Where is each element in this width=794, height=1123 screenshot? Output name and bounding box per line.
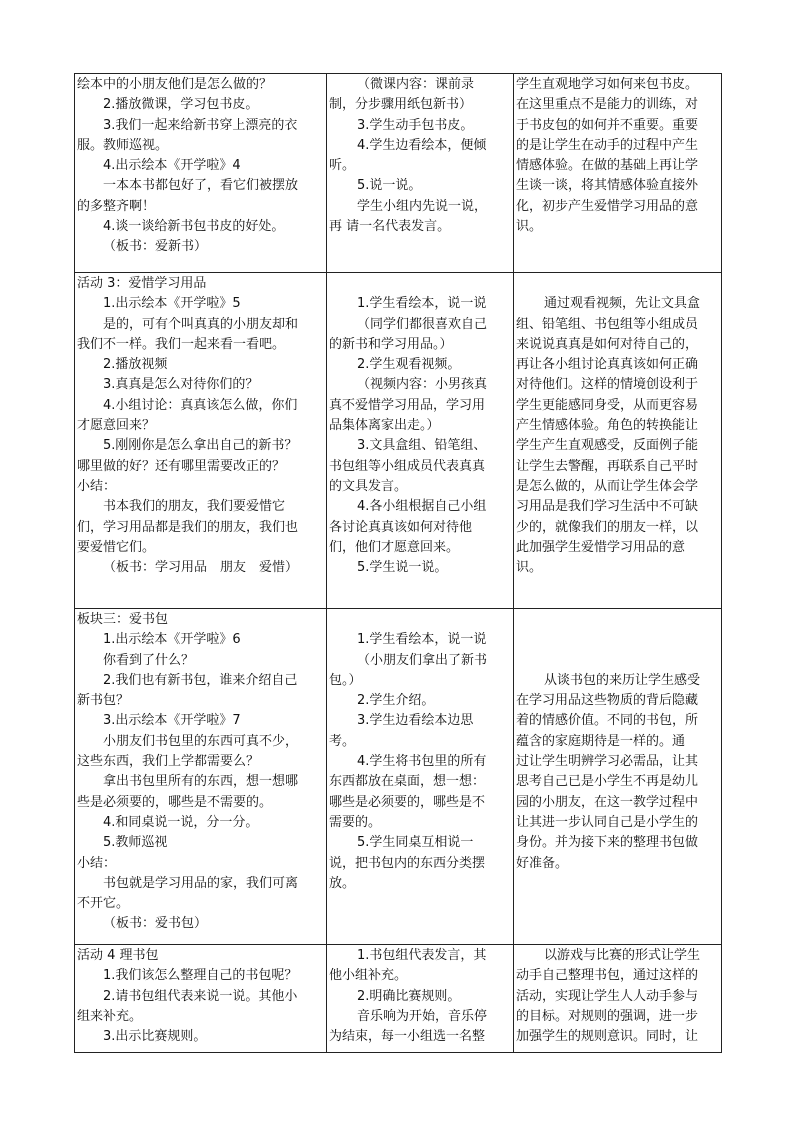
table-row — [75, 74, 722, 273]
text-line: 3.文具盒组、铅笔组、 — [357, 438, 487, 454]
design-intent-cell — [514, 273, 722, 609]
text-line: 园的小朋友，在这一教学过程中 — [516, 794, 699, 810]
text-line: 一本本书都包好了，看它们被摆放 — [103, 178, 299, 194]
text-line: 5.说一说。 — [357, 178, 422, 194]
text-line: 是的，可有个叫真真的小朋友却和 — [103, 316, 299, 332]
text-line: 的目标。对规则的强调，进一步 — [516, 1008, 699, 1024]
text-line: （微课内容：课前录 — [357, 77, 475, 92]
text-line: 书包组等小组成员代表真真 — [329, 458, 486, 474]
text-line: 2.播放微课，学习包书皮。 — [103, 97, 259, 113]
text-line: 活动 3：爱惜学习用品 — [77, 276, 207, 291]
lesson-plan-table — [74, 73, 722, 1053]
teacher-activity-cell — [75, 609, 327, 945]
text-line: 4.出示绘本《开学啦》4 — [103, 158, 241, 174]
text-line: 考。 — [329, 733, 356, 749]
text-line: 少的，就像我们的朋友一样，以 — [516, 519, 699, 535]
text-line: （同学们都很喜欢自己 — [357, 316, 488, 332]
text-line: 3.出示绘本《开学啦》7 — [103, 713, 241, 729]
text-line: 真不爱惜学习用品，学习用 — [329, 397, 486, 413]
text-line: 在这里重点不是能力的训练，对 — [516, 97, 699, 113]
text-line: 们，他们才愿意回来。 — [329, 539, 460, 555]
text-line: 识。 — [516, 560, 543, 576]
text-line: 的文具发言。 — [329, 478, 408, 494]
text-line: 3.学生动手包书皮。 — [357, 117, 474, 133]
text-line: 习用品是我们学习生活中不可缺 — [516, 499, 699, 515]
text-line: 生谈一谈，将其情感体验直接外 — [516, 178, 699, 194]
text-line: 蕴含的家庭期待是一样的。通 — [516, 733, 686, 749]
text-line: 组来补充。 — [77, 1008, 143, 1024]
text-line: 我们不一样。我们一起来看一看吧。 — [77, 336, 286, 352]
text-line: 书包就是学习用品的家，我们可离 — [103, 875, 299, 891]
text-line: 于书皮包的如何并不重要。重要 — [516, 117, 699, 133]
text-line: 听。 — [329, 158, 356, 174]
text-line: 东西都放在桌面，想一想： — [329, 774, 486, 790]
text-line: 对待他们。这样的情境创设利于 — [516, 377, 699, 393]
text-line: 小朋友们书包里的东西可真不少， — [103, 733, 299, 749]
student-activity-cell — [327, 609, 514, 945]
text-line: 身份。并为接下来的整理书包做 — [516, 835, 699, 851]
table-row — [75, 609, 722, 945]
text-line: （视频内容：小男孩真 — [357, 377, 488, 393]
text-line: 5.刚刚你是怎么拿出自己的新书？ — [103, 438, 298, 454]
text-line — [329, 274, 511, 294]
text-line: 化，初步产生爱惜学习用品的意 — [516, 198, 699, 214]
text-line: 5.学生说一说。 — [357, 560, 448, 576]
text-line: 活动，实现让学生人人动手参与 — [516, 988, 699, 1004]
text-line: 加强学生的规则意识。同时，让 — [516, 1029, 699, 1045]
text-line: 3.真真是怎么对待你们的？ — [103, 377, 259, 393]
text-line: 这些东西，我们上学都需要么？ — [77, 754, 260, 770]
text-line: 服。教师巡视。 — [77, 137, 169, 153]
text-line: 些是必须要的，哪些是不需要的。 — [77, 794, 273, 810]
teacher-activity-cell — [75, 273, 327, 609]
text-line: 2.请书包组代表来说一说。其他小 — [103, 988, 298, 1004]
text-line: （板书：学习用品 朋友 爱惜） — [103, 560, 299, 576]
text-line — [329, 610, 511, 630]
text-line: 产生情感体验。角色的转换能让 — [516, 418, 699, 434]
teacher-activity-cell — [75, 74, 327, 273]
text-line: 让学生去警醒，再联系自己平时 — [516, 458, 699, 474]
student-activity-cell — [327, 945, 514, 1053]
student-activity-cell — [327, 273, 514, 609]
text-line: 哪些是必须要的，哪些是不 — [329, 794, 486, 810]
text-line: 4.小组讨论：真真该怎么做，你们 — [103, 397, 298, 413]
design-intent-cell — [514, 609, 722, 945]
design-intent-cell — [514, 945, 722, 1053]
text-line: 过让学生明辨学习必需品，让其 — [516, 754, 699, 770]
text-line: 3.我们一起来给新书穿上漂亮的衣 — [103, 117, 298, 133]
text-line: 1.我们该怎么整理自己的书包呢？ — [103, 968, 298, 984]
text-line: 4.各小组根据自己小组 — [357, 499, 487, 515]
text-line: 4.学生边看绘本，便倾 — [357, 137, 487, 153]
text-line: 1.学生看绘本，说一说 — [357, 632, 487, 648]
text-line: 好准备。 — [516, 855, 569, 871]
text-line: 新书包？ — [77, 693, 130, 709]
text-line — [516, 651, 719, 671]
text-line — [516, 274, 719, 294]
text-line: 板块三：爱书包 — [77, 612, 169, 627]
text-line: 1.学生看绘本，说一说 — [357, 296, 487, 312]
text-line: 情感体验。在做的基础上再让学 — [516, 158, 699, 174]
text-line: 哪里做的好？还有哪里需要改正的？ — [77, 458, 286, 474]
student-activity-cell — [327, 74, 514, 273]
text-line: 2.我们也有新书包，谁来介绍自己 — [103, 672, 298, 688]
text-line: 的新书和学习用品。） — [329, 336, 453, 352]
text-line: 3.出示比赛规则。 — [103, 1029, 207, 1045]
text-line: 思考自己已是小学生不再是幼儿 — [516, 774, 699, 790]
text-line: 2.播放视频 — [103, 357, 168, 373]
text-line — [516, 630, 719, 650]
text-line: 2.学生介绍。 — [357, 693, 435, 709]
text-line: 小结： — [77, 478, 117, 494]
text-line: 着的情感价值。不同的书包，所 — [516, 713, 699, 729]
text-line: 活动 4 理书包 — [77, 948, 159, 963]
text-line: 需要的。 — [329, 814, 382, 830]
text-line: 5.学生同桌互相说一 — [357, 835, 474, 851]
text-line: 是怎么做的，从而让学生体会学 — [516, 478, 699, 494]
text-line: 他小组补充。 — [329, 968, 408, 984]
text-line: 2.明确比赛规则。 — [357, 988, 461, 1004]
text-line: 4.和同桌说一说，分一分。 — [103, 814, 259, 830]
text-line: 绘本中的小朋友他们是怎么做的？ — [77, 77, 273, 92]
text-line: 制，分步骤用纸包新书） — [329, 97, 473, 113]
text-line: 从谈书包的来历让学生感受 — [544, 672, 701, 688]
design-intent-cell — [514, 74, 722, 273]
text-line: 学生直观地学习如何来包书皮。 — [516, 77, 699, 92]
text-line: 拿出书包里所有的东西，想一想哪 — [103, 774, 299, 790]
text-line: 以游戏与比赛的形式让学生 — [544, 948, 701, 963]
text-line: 4.谈一谈给新书包书皮的好处。 — [103, 219, 285, 235]
text-line: 此加强学生爱惜学习用品的意 — [516, 539, 686, 555]
text-line: 在学习用品这些物质的背后隐藏 — [516, 693, 699, 709]
text-line: 书本我们的朋友，我们要爱惜它 — [103, 499, 286, 515]
text-line: 说，把书包内的东西分类摆 — [329, 855, 486, 871]
text-line: 们，学习用品都是我们的朋友，我们也 — [77, 519, 299, 535]
text-line: 1.出示绘本《开学啦》6 — [103, 632, 241, 648]
text-line: 学生小组内先说一说， — [357, 198, 488, 214]
text-line: 通过观看视频，先让文具盒 — [544, 296, 701, 312]
text-line: 5.教师巡视 — [103, 835, 168, 851]
text-line: 再让各小组讨论真真该如何正确 — [516, 357, 699, 373]
text-line: 品集体离家出走。） — [329, 418, 440, 434]
text-line: 4.学生将书包里的所有 — [357, 754, 487, 770]
text-line: 要爱惜它们。 — [77, 539, 156, 555]
text-line: 学生更能感同身受，从而更容易 — [516, 397, 699, 413]
text-line: 学生产生直观感受，反面例子能 — [516, 438, 699, 454]
text-line: 小结： — [77, 855, 117, 871]
text-line: 的多整齐啊！ — [77, 198, 156, 214]
table-row — [75, 273, 722, 609]
text-line: 让其进一步认同自己是小学生的 — [516, 814, 699, 830]
text-line: 组、铅笔组、书包组等小组成员 — [516, 316, 699, 332]
text-line: 来说说真真是如何对待自己的， — [516, 336, 699, 352]
text-line: 3.学生边看绘本边思 — [357, 713, 474, 729]
text-line: 不开它。 — [77, 896, 130, 912]
text-line: 1.书包组代表发言，其 — [357, 948, 487, 963]
text-line: 放。 — [329, 875, 356, 891]
text-line: 的是让学生在动手的过程中产生 — [516, 137, 699, 153]
text-line: 识。 — [516, 219, 543, 235]
text-line: （板书：爱新书） — [103, 239, 208, 255]
text-line: 再 请一名代表发言。 — [329, 219, 451, 235]
text-line: 动手自己整理书包，通过这样的 — [516, 968, 699, 984]
text-line: 各讨论真真该如何对待他 — [329, 519, 473, 535]
table-row — [75, 945, 722, 1053]
text-line: 2.学生观看视频。 — [357, 357, 461, 373]
text-line: 音乐响为开始，音乐停 — [357, 1008, 488, 1024]
text-line — [516, 610, 719, 630]
text-line: 才愿意回来？ — [77, 418, 156, 434]
teacher-activity-cell — [75, 945, 327, 1053]
text-line: 包。） — [329, 672, 362, 688]
text-line: 1.出示绘本《开学啦》5 — [103, 296, 241, 312]
text-line: 你看到了什么？ — [103, 652, 195, 668]
text-line: （板书：爱书包） — [103, 916, 208, 932]
text-line: 为结束，每一小组选一名整 — [329, 1029, 486, 1045]
text-line: （小朋友们拿出了新书 — [357, 652, 488, 668]
